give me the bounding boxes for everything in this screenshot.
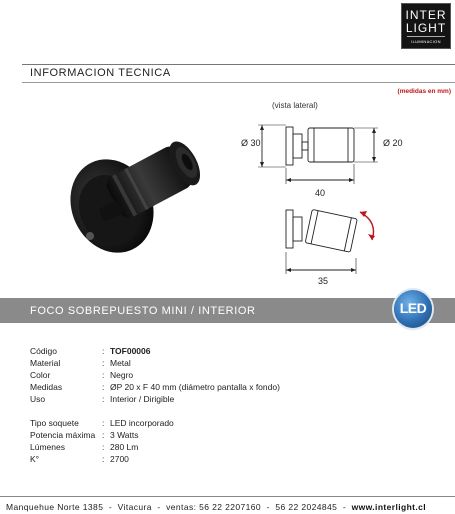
spec-row-uso — [30, 394, 450, 406]
spec-row-lumenes — [30, 442, 450, 454]
footer — [6, 502, 426, 512]
spec-separator: : — [102, 442, 105, 452]
footer-address: Manquehue Norte 1385 — [6, 502, 104, 512]
spec-separator: : — [102, 430, 105, 440]
dim-head-diameter: Ø 20 — [383, 138, 403, 148]
spec-separator: : — [102, 382, 105, 392]
spec-label: Lúmenes — [30, 442, 65, 452]
side-view-label: (vista lateral) — [272, 101, 318, 110]
section-title: INFORMACION TECNICA — [30, 67, 171, 79]
footer-rule — [0, 496, 455, 497]
spec-row-potencia — [30, 430, 450, 442]
spec-separator: : — [102, 454, 105, 464]
spec-label: K° — [30, 454, 40, 464]
footer-dash: - — [108, 502, 113, 512]
product-title: FOCO SOBREPUESTO MINI / INTERIOR — [30, 305, 256, 317]
spec-row-material — [30, 358, 450, 370]
spec-value: Negro — [110, 370, 134, 380]
spec-label: Uso — [30, 394, 46, 404]
footer-dash: - — [266, 502, 270, 512]
spec-value: ØP 20 x F 40 mm (diámetro pantalla x fondo) — [110, 382, 280, 392]
footer-city: Vitacura — [117, 502, 152, 512]
spec-label: Potencia máxima — [30, 430, 96, 440]
spec-label: Color — [30, 370, 51, 380]
spec-label: Medidas — [30, 382, 63, 392]
footer-dash: - — [342, 502, 347, 512]
spec-separator: : — [102, 346, 105, 356]
footer-website-link[interactable]: www.interlight.cl — [351, 502, 427, 512]
led-badge-text: LED — [399, 300, 427, 316]
header-rule-bottom — [22, 82, 455, 83]
units-note: (medidas en mm) — [397, 88, 451, 95]
spec-value: 280 Lm — [110, 442, 139, 452]
brand-divider — [407, 36, 445, 37]
spec-value: LED incorporado — [110, 418, 174, 428]
spec-row-kelvin — [30, 454, 450, 466]
spec-separator: : — [102, 370, 105, 380]
spec-value: TOF00006 — [110, 346, 151, 356]
brand-line-3: ILUMINACION — [411, 39, 441, 44]
brand-logo — [401, 3, 451, 49]
spec-row-codigo — [30, 346, 450, 358]
spec-label: Código — [30, 346, 57, 356]
product-photo — [60, 118, 230, 258]
spec-separator: : — [102, 418, 105, 428]
header-rule-top — [22, 64, 455, 65]
dim-tilted-length: 35 — [318, 276, 329, 286]
spec-label: Material — [30, 358, 61, 368]
footer-phone: 56 22 2024845 — [275, 502, 338, 512]
spec-separator: : — [102, 358, 105, 368]
spec-row-medidas — [30, 382, 450, 394]
spec-value: Interior / Dirigible — [110, 394, 175, 404]
brand-line-1: INTER — [405, 8, 447, 22]
footer-dash: - — [157, 502, 161, 512]
dim-base-diameter: Ø 30 — [241, 138, 261, 148]
spec-row-soquete — [30, 418, 450, 430]
spec-value: 3 Watts — [110, 430, 139, 440]
led-badge — [394, 290, 432, 328]
spec-label: Tipo soquete — [30, 418, 79, 428]
footer-sales: ventas: 56 22 2207160 — [166, 502, 262, 512]
brand-line-2: LIGHT — [405, 21, 447, 35]
dim-length: 40 — [315, 188, 326, 198]
spec-value: Metal — [110, 358, 131, 368]
spec-row-color — [30, 370, 450, 382]
spec-separator: : — [102, 394, 105, 404]
spec-value: 2700 — [110, 454, 129, 464]
